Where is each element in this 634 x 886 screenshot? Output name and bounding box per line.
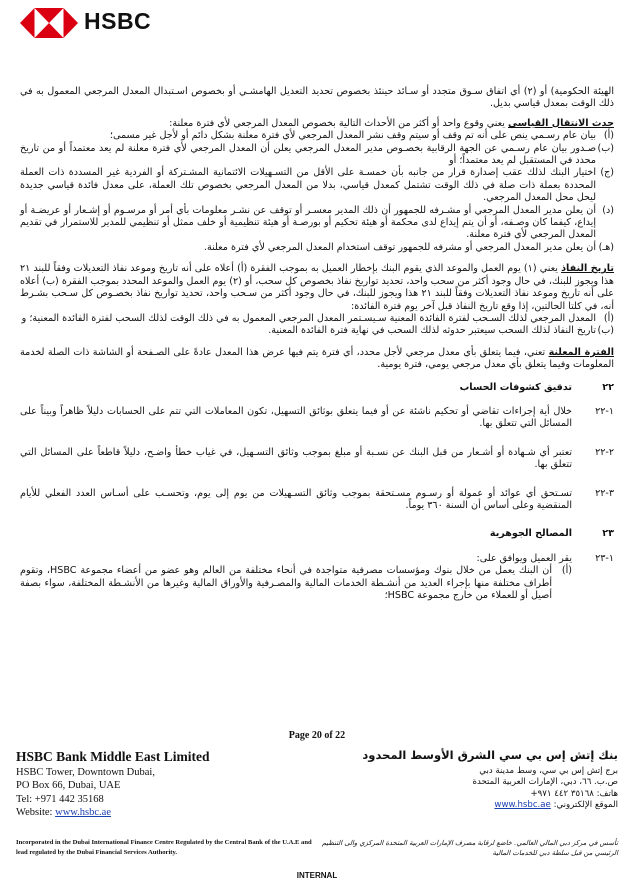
definition-text: يعني (١) يوم العمل والموعد الذي يقوم البنك بإخطار العميل به بموجب الفقرة (أ) أعلاه على أنه تاريخ وموعد نفاذ التعديلات وفقاً للبند ٢١ هذا ويجوز للبنك، في حال وجود أكثر من سحب واحد، تحديد تواريخ نفاذ بخصوص كل سحب، أو (٢) يوم العمل والموعد المحدد بموجب الفقرة (ب) أعلاه على أنه تاريخ وموعد نفاذ التعديلات وفقاً للبند ٢١ هذا ويجوز للبنك، في حال وجود أكثر من سـحب واحد، تحديد تواريخ نفاذ بخصـوص كل سـحب بشـرط أنه، في كلتا الحالتين، إذا وقع تاريخ النفاذ قبل آخر يوم فترة الفائدة: — [20, 263, 614, 312]
website-label: Website: — [16, 807, 56, 818]
list-text: اختيار البنك لذلك عقب إصدارة قرار من جانبه بأن خمسـة على الأقل من التسـهيلات الائتمانية المشـتركة أو الفردية غير المسددة ذات العملة المحددة بعملة ذات صلة في ذلك الوقت تشتمل كمعدل قياسي، بدلا من المعدل المرجعي بخصوص تلك العملة، على معدل فائدة قياسي جديدة ليحل محل المعدل المرجعي. — [20, 167, 596, 204]
clause-text: تسـتحق أي عوائد أو عمولة أو رسـوم مسـتحقة بموجب وثائق التسـهيلات من يوم إلى يوم، وتحسـب على أسـاس العدد الفعلي للأيام المنقضية وعلى أساس أن السنة ٣٦٠ يوماً. — [20, 487, 572, 511]
list-item — [20, 325, 614, 337]
address-line: HSBC Tower, Downtown Dubai, — [16, 766, 155, 778]
bank-name-en: HSBC Bank Middle East Limited — [16, 749, 210, 764]
clause-number: ٣-٢٢ — [595, 487, 614, 499]
telephone: هاتف: ٣٥١٦٨ ٤٤٢ ٩٧١+ — [530, 788, 618, 799]
list-item — [20, 130, 614, 142]
footer-english-address — [16, 750, 210, 820]
list-text: تاريخ النفاذ لذلك السحب سيعتبر حدوثه لذلك السحب في نهاية فترة الفائدة المعنية. — [268, 325, 596, 337]
list-item — [20, 242, 614, 254]
clause-text: يقر العميل ويوافق على: — [476, 552, 572, 564]
clause-number: ١-٢٢ — [595, 405, 614, 417]
website-link[interactable]: www.hsbc.ae — [55, 807, 111, 818]
list-text: المعدل المرجعي لذلك السـحب لفترة الفائدة المعنية سـيسـتمر المعدل المرجعي المعمول به في ذلك الوقت لذلك السحب لفترة الفائدة المعنية؛ و — [21, 312, 596, 324]
list-label: (ب) — [597, 325, 614, 337]
list-text: أن يعلن مدير المعدل المرجعي أو مشرفه للجمهور توقف استخدام المعدل المرجعي لأي فترة معلنة. — [203, 241, 596, 253]
list-item — [20, 167, 614, 204]
list-label: (أ) — [603, 130, 614, 142]
website-line — [16, 806, 210, 820]
definition-benchmark-transition-event — [20, 118, 614, 254]
definition-quoted-tenor — [20, 347, 614, 372]
address-line: برج إتش إس بي سي، وسط مدينة دبي — [479, 765, 618, 776]
list-text: أن يعلن مدير المعدل المرجعي أو مشـرفه للجمهور أن ذلك المدير معسـر أو توقف عن نشـر معلومات بأي أمر أو مرسـوم أو إشـعار أو عريضـة أو إيداع، كيفما كان وصـفه، أو أن يتم إيداع لدى محكمة أو هيئة تحكيم أو بورصـة أو هيئة تنظيمية أو خلف ممثل أو تنظيمي للمدير للاستمرار في تقديم المعدل المرجعي لأي فترة معلنة. — [20, 204, 596, 241]
brand-wordmark: HSBC — [84, 8, 152, 34]
list-item — [20, 565, 572, 602]
section-heading-23 — [20, 528, 614, 540]
list-text: بيان عام رسـمي ينص على أنه تم وقف أو سيتم وقف نشر المعدل المرجعي لأي فترة معلنة بشكل دائم أو لأجل غير مسمى؛ — [109, 130, 596, 142]
definition-effective-date — [20, 263, 614, 337]
website-line — [362, 800, 618, 812]
clause-23-1 — [20, 553, 614, 565]
regulatory-notice-en: Incorporated in the Dubai International Finance Centre Regulated by the Central Bank of the U.A.E and lead regulated by the Dubai Financial Services Authority. — [16, 839, 312, 856]
address-line: PO Box 66, Dubai, UAE — [16, 780, 121, 791]
website-link[interactable]: www.hsbc.ae — [494, 800, 551, 811]
section-heading-22 — [20, 382, 614, 394]
definition-text: تعني، فيما يتعلق بأي معدل مرجعي لأجل محدد، أي فترة يتم فيها عرض هذا المعدل عادةً على الصـفحة أو الشاشة ذات الصلة لخدمة المعلومات وفيما يتعلق بأي معدل مرجعي يومي، فترة يومية. — [20, 346, 614, 371]
list-text: صـدور بيان عام رسـمي عن الجهة الرقابية بخصـوص مدير المعدل المرجعي يعلن أن المعدل المرجعي لأي فترة معلنة لم يعد معتمداً أو من تاريخ محدد في المستقبل لم يعد معتمداً؛ أو — [20, 142, 596, 167]
definition-text: يعني وقوع واحد أو أكثر من الأحداث التالية بخصوص المعدل المرجعي لأي فترة معلنة: — [169, 117, 508, 129]
defined-term: حدث الانتقال القياسي — [507, 117, 614, 129]
document-body — [20, 86, 614, 602]
regulatory-notice-ar: تأسس في مركز دبي المالي العالمي. خاضع لرقابة مصرف الإمارات العربية المتحدة المركزي والى التنظيم الرئيسي من قبل سلطة دبي للخدمات المالية — [321, 839, 618, 857]
section-title: تدقيق كشوفات الحساب — [459, 381, 572, 393]
list-item — [20, 205, 614, 242]
clause-22-3 — [20, 488, 614, 513]
classification-label: INTERNAL — [296, 871, 338, 880]
clause-text: تعتبر أي شـهادة أو أشـعار من قبل البنك عن نسـبة أو مبلغ بموجب وثائق التسـهيل، في غياب خطأ واضـح، دليلاً قاطعاً على المسائل التي تتعلق بها. — [20, 446, 572, 471]
clause-text: خلال أية إجراءات تقاضي أو تحكيم ناشئة عن أو فيما يتعلق بوثائق التسهيل، تكون المعاملات التي تتم على الحسابات دليلاً ظاهراً وبيناً على المسائل التي تتعلق بها. — [20, 405, 572, 430]
list-text: أن البنك يعمل من خلال بنوك ومؤسسات مصرفية متواجدة في أنحاء مختلفة من العالم وهو عضو من أعضاء مجموعة HSBC، وتقوم أطراف مختلفة منها بإجراء العديد من أنشـطة الخدمات المالية والمصـرفية والأوراق المالية وغيرها من الأنشـطة المختلفة، سواء بصفة أصيل أو للعملاء من خارج مجموعة HSBC؛ — [20, 565, 552, 601]
clause-22-2 — [20, 447, 614, 472]
website-label: الموقع الإلكتروني: — [550, 800, 618, 811]
page-number: Page 20 of 22 — [288, 730, 346, 741]
hsbc-hexagon-logo-icon — [20, 8, 78, 38]
defined-term: الفترة المعلنة — [548, 346, 614, 358]
bank-name-ar: بنك إتش إس بي سي الشرق الأوسط المحدود — [362, 748, 618, 762]
page-header — [0, 0, 634, 60]
section-number: ٢٣ — [602, 528, 614, 540]
list-label: (أ) — [561, 565, 572, 577]
list-label: (د) — [602, 204, 614, 216]
clause-22-1 — [20, 406, 614, 431]
footer-arabic-address — [362, 750, 618, 812]
section-number: ٢٢ — [602, 381, 614, 393]
list-label: (ب) — [597, 142, 614, 154]
section-title: المصالح الجوهرية — [489, 528, 572, 540]
list-label: (أ) — [603, 312, 614, 324]
list-label: (ج) — [600, 167, 614, 179]
address-line: ص.ب. ٦٦، دبي، الإمارات العربية المتحدة — [472, 777, 618, 788]
list-item — [20, 313, 614, 325]
defined-term: تاريخ النفاذ — [561, 263, 614, 275]
continuation-paragraph: الهيئة الحكومية) أو (٢) أي اتفاق سـوق متجدد أو سـائد حينئذ بخصوص تحديد التعديل الهامشـي أو بخصوص اسـتبدال المعدل المرجعي المعمول به في ذلك الوقت بمعدل قياسي بديل. — [20, 86, 615, 110]
list-label: (هـ) — [598, 241, 614, 253]
clause-number: ٢-٢٢ — [595, 446, 614, 458]
list-item — [20, 143, 614, 168]
telephone: Tel: +971 442 35168 — [16, 793, 104, 805]
clause-number: ١-٢٣ — [595, 552, 614, 564]
